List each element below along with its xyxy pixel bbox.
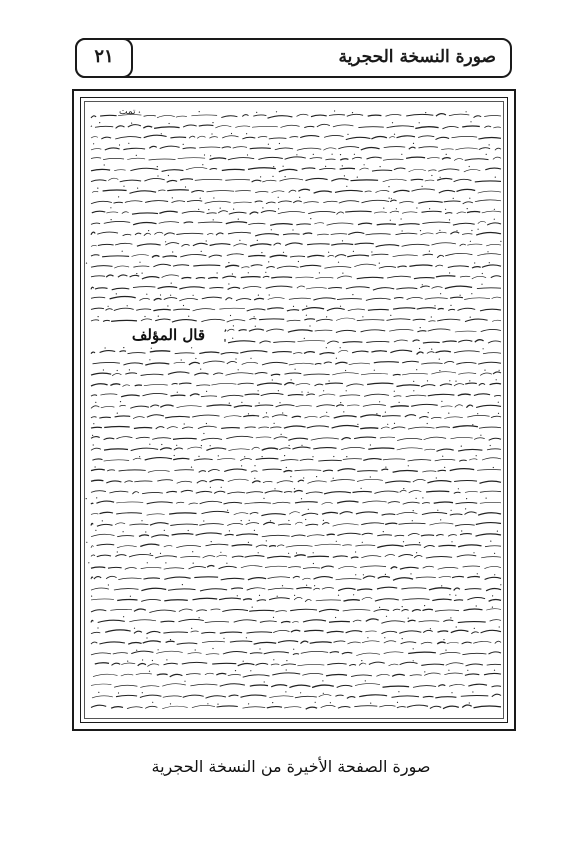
manuscript-line — [85, 293, 501, 301]
manuscript-line — [91, 508, 501, 515]
manuscript-line — [91, 573, 501, 580]
manuscript-line — [91, 133, 501, 140]
manuscript-line — [91, 315, 501, 323]
manuscript-line — [91, 369, 501, 376]
manuscript-line — [91, 551, 501, 558]
manuscript-line — [95, 659, 501, 666]
manuscript-line — [91, 444, 501, 452]
manuscript-line — [91, 530, 501, 538]
page-number-badge — [75, 38, 133, 78]
manuscript-line — [85, 519, 501, 526]
manuscript-line — [91, 251, 501, 258]
manuscript-line — [91, 110, 501, 118]
manuscript-line — [91, 218, 501, 225]
manuscript-scan-frame — [72, 89, 516, 731]
manuscript-text-image — [85, 102, 504, 719]
manuscript-line — [225, 325, 501, 332]
manuscript-line — [91, 594, 501, 602]
manuscript-inner-border — [80, 97, 508, 723]
manuscript-line — [91, 465, 501, 472]
manuscript-line — [91, 584, 501, 591]
manuscript-line — [91, 423, 501, 429]
manuscript-line — [91, 164, 501, 172]
manuscript-line — [91, 196, 501, 204]
manuscript-line — [93, 358, 502, 366]
manuscript-line — [91, 401, 501, 409]
manuscript-line — [86, 497, 501, 504]
page-header — [75, 38, 512, 78]
manuscript-line — [225, 338, 501, 344]
manuscript-line — [91, 154, 501, 161]
manuscript-line — [93, 669, 501, 677]
manuscript-line — [91, 283, 501, 291]
manuscript-line — [91, 272, 501, 279]
manuscript-line — [91, 476, 501, 483]
manuscript-line — [91, 637, 501, 644]
manuscript-line — [91, 121, 501, 129]
manuscript-line — [92, 691, 501, 698]
manuscript-line — [88, 562, 501, 569]
manuscript-line — [86, 261, 501, 269]
manuscript-line — [85, 240, 501, 247]
manuscript-line — [85, 411, 501, 418]
manuscript-line — [91, 229, 501, 236]
manuscript-line — [91, 702, 501, 710]
manuscript-line — [91, 626, 501, 634]
manuscript-line — [92, 186, 501, 194]
manuscript-line — [91, 680, 501, 687]
figure-caption: صورة الصفحة الأخيرة من النسخة الحجرية — [151, 757, 431, 776]
manuscript-line — [91, 347, 501, 355]
manuscript-page — [84, 101, 504, 719]
manuscript-line — [91, 605, 501, 613]
manuscript-line — [91, 305, 501, 311]
manuscript-heading: قال المؤلف — [131, 325, 205, 344]
manuscript-line — [86, 540, 501, 548]
manuscript-line — [91, 648, 501, 656]
manuscript-line — [91, 143, 501, 151]
manuscript-line — [91, 379, 501, 387]
page-number: ٢١ — [94, 46, 114, 67]
manuscript-line — [92, 455, 501, 461]
manuscript-line — [91, 433, 501, 441]
page-title: صورة النسخة الحجرية — [338, 47, 496, 67]
manuscript-margin-note: تمت — [119, 107, 136, 117]
manuscript-line — [85, 616, 501, 624]
manuscript-line — [85, 390, 501, 397]
manuscript-line — [91, 487, 501, 494]
manuscript-line — [91, 175, 501, 182]
manuscript-line — [92, 207, 501, 214]
